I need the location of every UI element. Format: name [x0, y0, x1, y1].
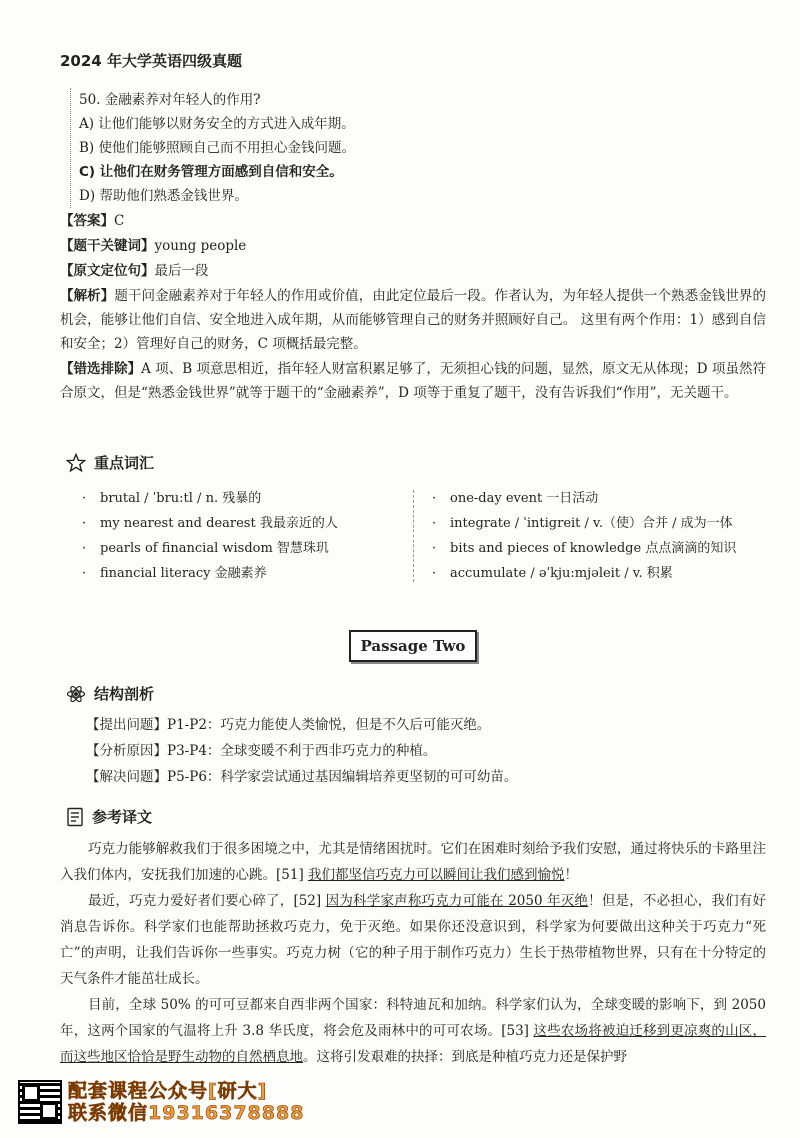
atom-icon	[66, 684, 86, 704]
translation-section-title	[66, 806, 152, 827]
vocab-item: · my nearest and dearest 我最亲近的人	[82, 516, 338, 531]
answer-tag: 【答案】	[60, 213, 114, 229]
promo-text	[68, 1080, 304, 1124]
option-c: C) 让他们在财务管理方面感到自信和安全。	[79, 164, 343, 180]
vocab-right-list	[432, 486, 736, 586]
vocab-item: · bits and pieces of knowledge 点点滴滴的知识	[432, 541, 737, 556]
option-a: A) 让他们能够以财务安全的方式进入成年期。	[79, 116, 355, 132]
underlined-answer-52: 因为科学家声称巧克力可能在 2050 年灭绝	[325, 893, 589, 909]
structure-section-title	[66, 683, 154, 704]
qr-code-icon	[18, 1080, 62, 1124]
exclude-text: A 项、B 项意思相近，指年轻人财富积累足够了，无须担心钱的问题，显然，原文无从体现；D 项虽然符合原文，但是“熟悉金钱世界”就等于题干的“金融素养”，D 项等于重复了题干，没有告诉我们“作用”，无关题干。	[60, 361, 766, 401]
promo-line-1: 配套课程公众号[研大]	[68, 1080, 268, 1102]
question-stem: 50. 金融素养对年轻人的作用?	[79, 92, 261, 108]
structure-item: 【分析原因】P3-P4：全球变暖不利于西非巧克力的种植。	[86, 743, 437, 759]
translation-title: 参考译文	[92, 808, 153, 826]
translation-paragraph-1: 巧克力能够解救我们于很多困境之中，尤其是情绪困扰时。它们在困难时刻给予我们安慰，通过将快乐的卡路里注入我们体内，安抚我们加速的心跳。[51] 我们都坚信巧克力可以瞬间让我们感到愉悦！	[60, 841, 766, 883]
explain-paragraph	[60, 284, 766, 356]
document-icon	[66, 807, 84, 827]
structure-list	[86, 712, 517, 790]
vocab-item: · pearls of financial wisdom 智慧珠玑	[82, 541, 329, 556]
vocab-item: · one-day event 一日活动	[432, 491, 599, 506]
option-b: B) 使他们能够照顾自己而不用担心金钱问题。	[79, 140, 355, 156]
vocab-item: · brutal / ˈbru:tl / n. 残暴的	[82, 491, 262, 506]
passage-title: Passage Two	[349, 630, 477, 662]
underlined-answer-51: 我们都坚信巧克力可以瞬间让我们感到愉悦	[308, 867, 565, 883]
explain-tag: 【解析】	[60, 288, 115, 304]
star-icon	[66, 453, 86, 473]
promo-footer	[18, 1080, 304, 1124]
exclude-tag: 【错选排除】	[60, 361, 142, 377]
keyword-value: young people	[154, 238, 247, 254]
keyword-line	[60, 234, 766, 258]
page-header: 2024 年大学英语四级真题	[60, 52, 242, 70]
vocab-left-list	[82, 486, 338, 586]
structure-item: 【提出问题】P1-P2：巧克力能使人类愉悦，但是不久后可能灭绝。	[86, 717, 491, 733]
structure-item: 【解决问题】P5-P6：科学家尝试通过基因编辑培养更坚韧的可可幼苗。	[86, 769, 518, 785]
answer-value: C	[114, 213, 125, 229]
locate-tag: 【原文定位句】	[60, 263, 155, 279]
keyword-tag: 【题干关键词】	[60, 238, 155, 254]
question-50	[70, 88, 390, 208]
translation-paragraph-2: 最近，巧克力爱好者们要心碎了，[52] 因为科学家声称巧克力可能在 2050 年灭绝！但是，不必担心，我们有好消息告诉你。科学家们也能帮助拯救巧克力，免于灭绝。如果你还没意识到，科学家为何要做出这种关于巧克力“死亡”的声明，让我们告诉你一些事实。巧克力树（它的种子用于制作巧克力）生长于热带植物世界，只有在十分特定的天气条件才能茁壮成长。	[60, 893, 766, 987]
answer-line	[60, 209, 766, 233]
vocab-section-title	[66, 452, 154, 473]
vocab-item: · accumulate / əˈkju:mjəleit / v. 积累	[432, 566, 673, 581]
locate-line	[60, 259, 766, 283]
exclude-paragraph	[60, 357, 766, 405]
translation-paragraph-3: 目前，全球 50% 的可可豆都来自西非两个国家：科特迪瓦和加纳。科学家们认为，全球变暖的影响下，到 2050 年，这两个国家的气温将上升 3.8 华氏度，将会危及雨林中的可可农场。[53] 这些农场将被迫迁移到更凉爽的山区，而这些地区恰恰是野生动物的自然栖息地。这将引发艰难的抉择：到底是种植巧克力还是保护野	[60, 997, 767, 1065]
vocab-item: · financial literacy 金融素养	[82, 566, 267, 581]
locate-value: 最后一段	[154, 263, 209, 279]
promo-line-2: 联系微信19316378888	[68, 1102, 305, 1124]
underlined-answer-53: 这些农场将被迫迁移到更凉爽的山区，而这些地区恰恰是野生动物的自然栖息地	[60, 1023, 767, 1065]
option-d: D) 帮助他们熟悉金钱世界。	[79, 188, 248, 204]
explain-text: 题干问金融素养对于年轻人的作用或价值，由此定位最后一段。作者认为，为年轻人提供一个熟悉金钱世界的机会，能够让他们自信、安全地进入成年期，从而能够管理自己的财务并照顾好自己。 这里有两个作用：1）感到自信和安全；2）管理好自己的财务，C 项概括最完整。	[60, 288, 767, 352]
vocab-item: · integrate / ˈintigreit / v.（使）合并 / 成为一体	[432, 516, 733, 531]
vocab-divider	[413, 490, 414, 582]
structure-title: 结构剖析	[94, 685, 155, 703]
vocab-title: 重点词汇	[94, 454, 155, 472]
